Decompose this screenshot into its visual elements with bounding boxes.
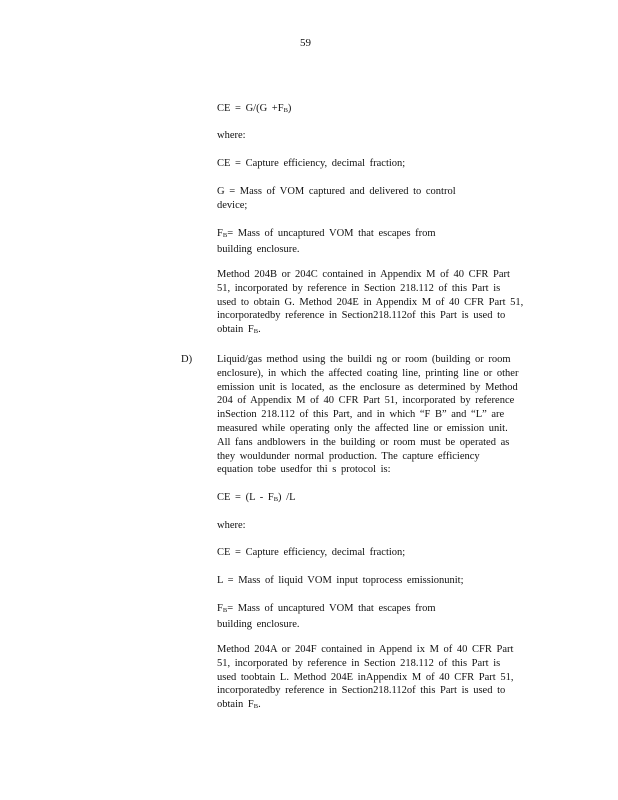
fb-1-text: = Mass of uncaptured VOM that escapes from bbox=[227, 228, 436, 239]
fb-1-sub: B bbox=[222, 232, 228, 239]
method-1-line: 51, incorporated by reference in Section 218.112 of this Part is bbox=[217, 282, 501, 294]
definition-g bbox=[217, 185, 539, 213]
method-2-line: used toobtain L. Method 204E inAppendix M of 40 CFR Part 51, bbox=[217, 671, 514, 683]
section-d-line: measured while operating only the affected line or emission unit. bbox=[217, 422, 508, 434]
fb-2-symbol: F bbox=[217, 603, 223, 614]
section-d-paragraph bbox=[217, 353, 539, 477]
definition-fb-1-line-1 bbox=[217, 227, 539, 243]
formula-2-suffix: ) /L bbox=[278, 492, 296, 503]
definition-g-line-1: G = Mass of VOM captured and delivered to control bbox=[217, 186, 456, 197]
method-1-line: incorporatedby reference in Section218.112of this Part is used to bbox=[217, 310, 506, 322]
method-2-last-line bbox=[217, 698, 539, 714]
section-d-line: equation tobe usedfor thi s protocol is: bbox=[217, 464, 391, 476]
page-number: 59 bbox=[300, 37, 311, 49]
method-2-line: 51, incorporated by reference in Section 218.112 of this Part is bbox=[217, 657, 501, 669]
section-d-line: they wouldunder normal production. The capture efficiency bbox=[217, 450, 480, 462]
method-2-line: incorporatedby reference in Section218.112of this Part is used to bbox=[217, 685, 506, 697]
definition-fb-2 bbox=[217, 602, 539, 632]
definition-ce-1: CE = Capture efficiency, decimal fraction; bbox=[217, 158, 406, 169]
fb-2-text: = Mass of uncaptured VOM that escapes from bbox=[227, 603, 436, 614]
formula-ce-2 bbox=[217, 491, 539, 507]
section-d-line: All fans andblowers in the building or room must be operated as bbox=[217, 436, 510, 448]
definition-ce-2: CE = Capture efficiency, decimal fraction; bbox=[217, 547, 406, 558]
method-paragraph-2 bbox=[217, 643, 539, 714]
method-2-line: Method 204A or 204F contained in Append ix M of 40 CFR Part bbox=[217, 644, 514, 655]
fb-2-sub: B bbox=[222, 607, 228, 614]
section-d-line: 204 of Appendix M of 40 CFR Part 51, incorporated by reference bbox=[217, 395, 515, 407]
method-1-last-sub: B bbox=[253, 328, 259, 336]
method-2-last-sub: B bbox=[253, 703, 259, 711]
section-d-line: inSection 218.112 of this Part, and in which “F B” and “L” are bbox=[217, 409, 505, 421]
section-d-label: D) bbox=[181, 354, 193, 365]
method-1-line: used to obtain G. Method 204E in Appendix M of 40 CFR Part 51, bbox=[217, 296, 524, 308]
section-d-line: emission unit is located, as the enclosure as determined by Method bbox=[217, 381, 518, 393]
definition-fb-2-line-1 bbox=[217, 602, 539, 618]
formula-1-sub: B bbox=[283, 107, 288, 114]
formula-ce-1 bbox=[217, 102, 539, 118]
where-label-1: where: bbox=[217, 130, 246, 141]
definition-l: L = Mass of liquid VOM input toprocess emissionunit; bbox=[217, 575, 464, 586]
method-2-last-prefix: obtain F bbox=[217, 699, 254, 711]
section-d-line: Liquid/gas method using the buildi ng or room (building or room bbox=[217, 354, 511, 365]
method-1-line: Method 204B or 204C contained in Appendix M of 40 CFR Part bbox=[217, 269, 510, 280]
where-label-2: where: bbox=[217, 520, 246, 531]
method-paragraph-1 bbox=[217, 268, 539, 339]
section-d-line: enclosure), in which the affected coating line, printing line or other bbox=[217, 367, 519, 379]
method-1-last-line bbox=[217, 323, 539, 339]
fb-1-symbol: F bbox=[217, 228, 223, 239]
formula-1-suffix: ) bbox=[287, 103, 292, 114]
definition-fb-2-line-2: building enclosure. bbox=[217, 618, 300, 630]
method-1-last-suffix: . bbox=[258, 324, 261, 336]
definition-fb-1 bbox=[217, 227, 539, 257]
definition-g-line-2: device; bbox=[217, 199, 248, 211]
definition-fb-1-line-2: building enclosure. bbox=[217, 243, 300, 255]
formula-2-prefix: CE = (L - F bbox=[217, 492, 274, 503]
method-1-last-prefix: obtain F bbox=[217, 324, 254, 336]
formula-1-prefix: CE = G/(G +F bbox=[217, 103, 284, 114]
formula-2-sub: B bbox=[273, 496, 279, 503]
method-2-last-suffix: . bbox=[258, 699, 261, 711]
